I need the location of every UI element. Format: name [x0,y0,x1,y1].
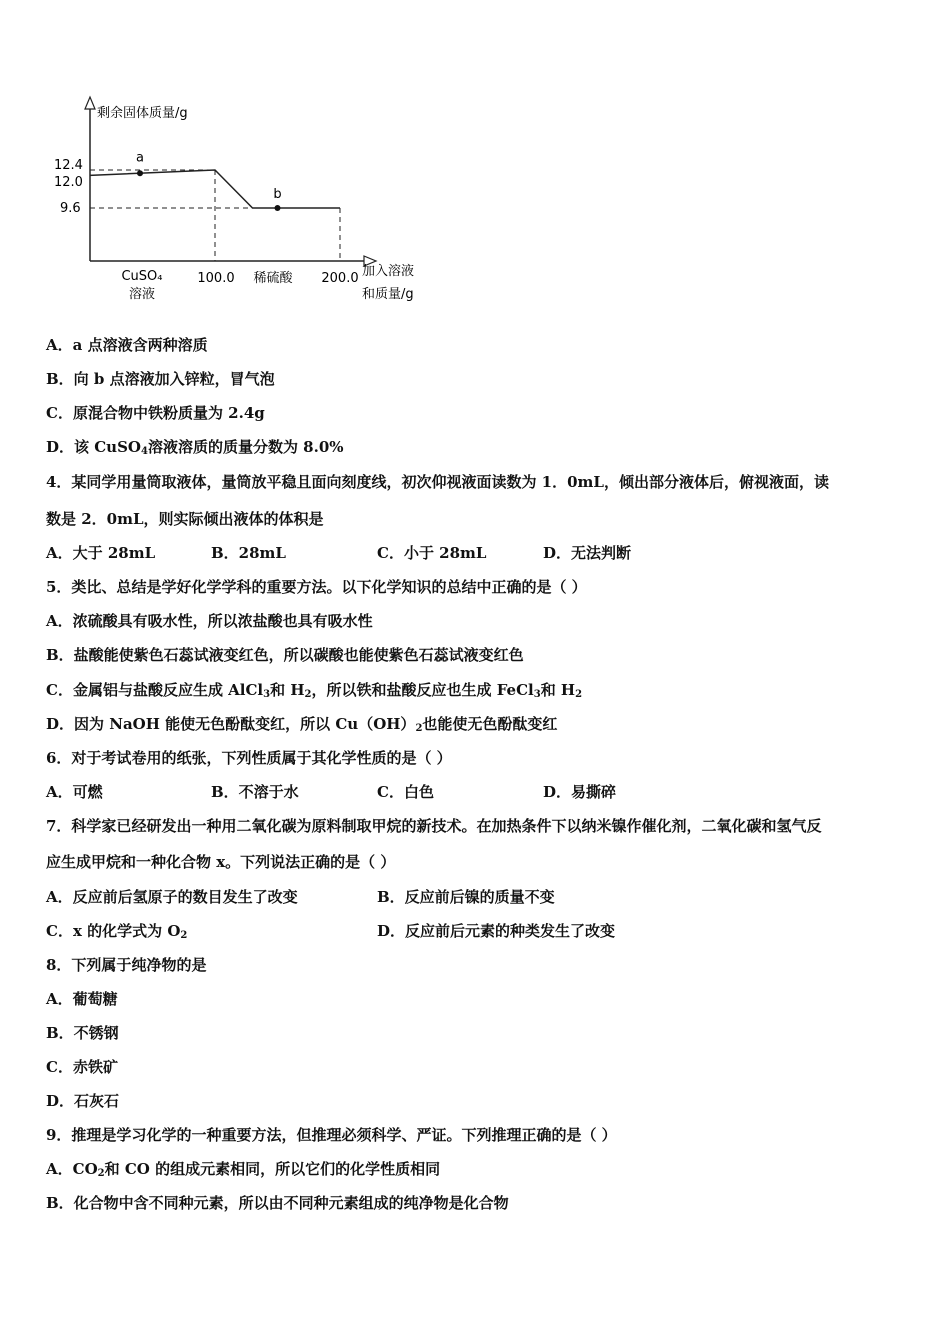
q5-d-p2: 也能使无色酚酞变红 [422,715,558,733]
q7-stem-2: 应生成甲烷和一种化合物 x。下列说法正确的是（ ） [46,853,396,871]
q3-option-c: C．原混合物中铁粉质量为 2.4g [46,404,265,422]
q3-option-a: A．a 点溶液含两种溶质 [46,336,208,354]
y-tick-9-6: 9.6 [60,201,81,216]
q5-c-p3: ，所以铁和盐酸反应也生成 FeCl [311,681,534,699]
y-tick-12-0: 12.0 [54,175,83,190]
q5-c-p1: C．金属铝与盐酸反应生成 AlCl [46,681,264,699]
x-axis-label-2: 和质量/g [362,287,414,302]
q5-option-c [46,680,582,705]
q7-option-a: A．反应前后氢原子的数目发生了改变 [46,888,298,906]
q6-option-a: A．可燃 [46,783,103,801]
x-axis-label-1: 加入溶液 [362,264,415,279]
q7-option-d: D．反应前后元素的种类发生了改变 [377,922,616,940]
x-tick-200: 200.0 [321,271,359,286]
point-a-label: a [136,150,144,166]
q3-option-b: B．向 b 点溶液加入锌粒，冒气泡 [46,370,275,388]
q8-option-c: C．赤铁矿 [46,1058,118,1076]
q8-option-a: A．葡萄糖 [46,990,118,1008]
q9-a-p1: A．CO [46,1160,98,1178]
q7-option-b: B．反应前后镍的质量不变 [377,888,555,906]
x-region-label-2: 稀硫酸 [253,271,293,286]
q4-option-b: B．28mL [211,544,286,562]
q5-option-d [46,714,557,739]
x-region-label-1b: 溶液 [128,287,156,302]
q5-c-p4: 和 H [540,681,576,699]
point-a [137,170,143,176]
y-tick-12-4: 12.4 [54,158,83,173]
q5-stem: 5．类比、总结是学好化学学科的重要方法。以下化学知识的总结中正确的是（ ） [46,578,587,596]
q4-option-a: A．大于 28mL [46,544,156,562]
q5-d-s1: 2 [415,723,423,734]
q5-c-s3: 3 [533,689,541,700]
mass-chart [40,95,440,315]
q9-option-a [46,1159,440,1184]
q9-option-b: B．化合物中含不同种元素，所以由不同种元素组成的纯净物是化合物 [46,1194,509,1212]
q6-option-d: D．易撕碎 [543,783,617,801]
q5-c-s2: 2 [304,689,312,700]
q4-stem-2: 数是 2．0mL，则实际倾出液体的体积是 [46,510,324,528]
q9-stem: 9．推理是学习化学的一种重要方法，但推理必须科学、严证。下列推理正确的是（ ） [46,1126,617,1144]
y-axis-arrow [85,97,95,109]
q3-d-sub: 4 [140,446,148,457]
x-region-label-1a: CuSO₄ [121,269,163,284]
q5-c-p2: 和 H [270,681,305,699]
q7-stem-1: 7．科学家已经研发出一种用二氧化碳为原料制取甲烷的新技术。在加热条件下以纳米镍作催化剂，二氧化碳和氢气反 [46,817,822,835]
y-axis-label: 剩余固体质量/g [97,106,188,121]
q6-option-c: C．白色 [377,783,434,801]
q6-option-b: B．不溶于水 [211,783,299,801]
q4-stem-1: 4．某同学用量筒取液体，量筒放平稳且面向刻度线，初次仰视液面读数为 1．0mL，倾出部分液体后，俯视液面，读 [46,473,829,491]
q6-stem: 6．对于考试卷用的纸张，下列性质属于其化学性质的是（ ） [46,749,452,767]
q5-c-s1: 3 [263,689,271,700]
q9-a-s1: 2 [97,1168,105,1179]
x-tick-100: 100.0 [197,271,235,286]
q5-c-s4: 2 [575,689,583,700]
q5-option-b: B．盐酸能使紫色石蕊试液变红色，所以碳酸也能使紫色石蕊试液变红色 [46,646,524,664]
q7-c-sub: 2 [180,930,188,941]
q3-option-d [46,437,344,462]
q5-d-p1: D．因为 NaOH 能使无色酚酞变红，所以 Cu（OH） [46,715,416,733]
q3-d-p1: D．该 CuSO [46,438,141,456]
point-b [275,205,281,211]
q8-option-b: B．不锈钢 [46,1024,119,1042]
q8-stem: 8．下列属于纯净物的是 [46,956,207,974]
q5-option-a: A．浓硫酸具有吸水性，所以浓盐酸也具有吸水性 [46,612,373,630]
q9-a-p2: 和 CO 的组成元素相同，所以它们的化学性质相同 [104,1160,441,1178]
q8-option-d: D．石灰石 [46,1092,120,1110]
q4-option-c: C．小于 28mL [377,544,487,562]
point-b-label: b [273,186,282,202]
q3-d-p2: 溶液溶质的质量分数为 8.0% [147,438,344,456]
q4-option-d: D．无法判断 [543,544,632,562]
q7-option-c [46,921,187,946]
q7-c-p1: C．x 的化学式为 O [46,922,181,940]
